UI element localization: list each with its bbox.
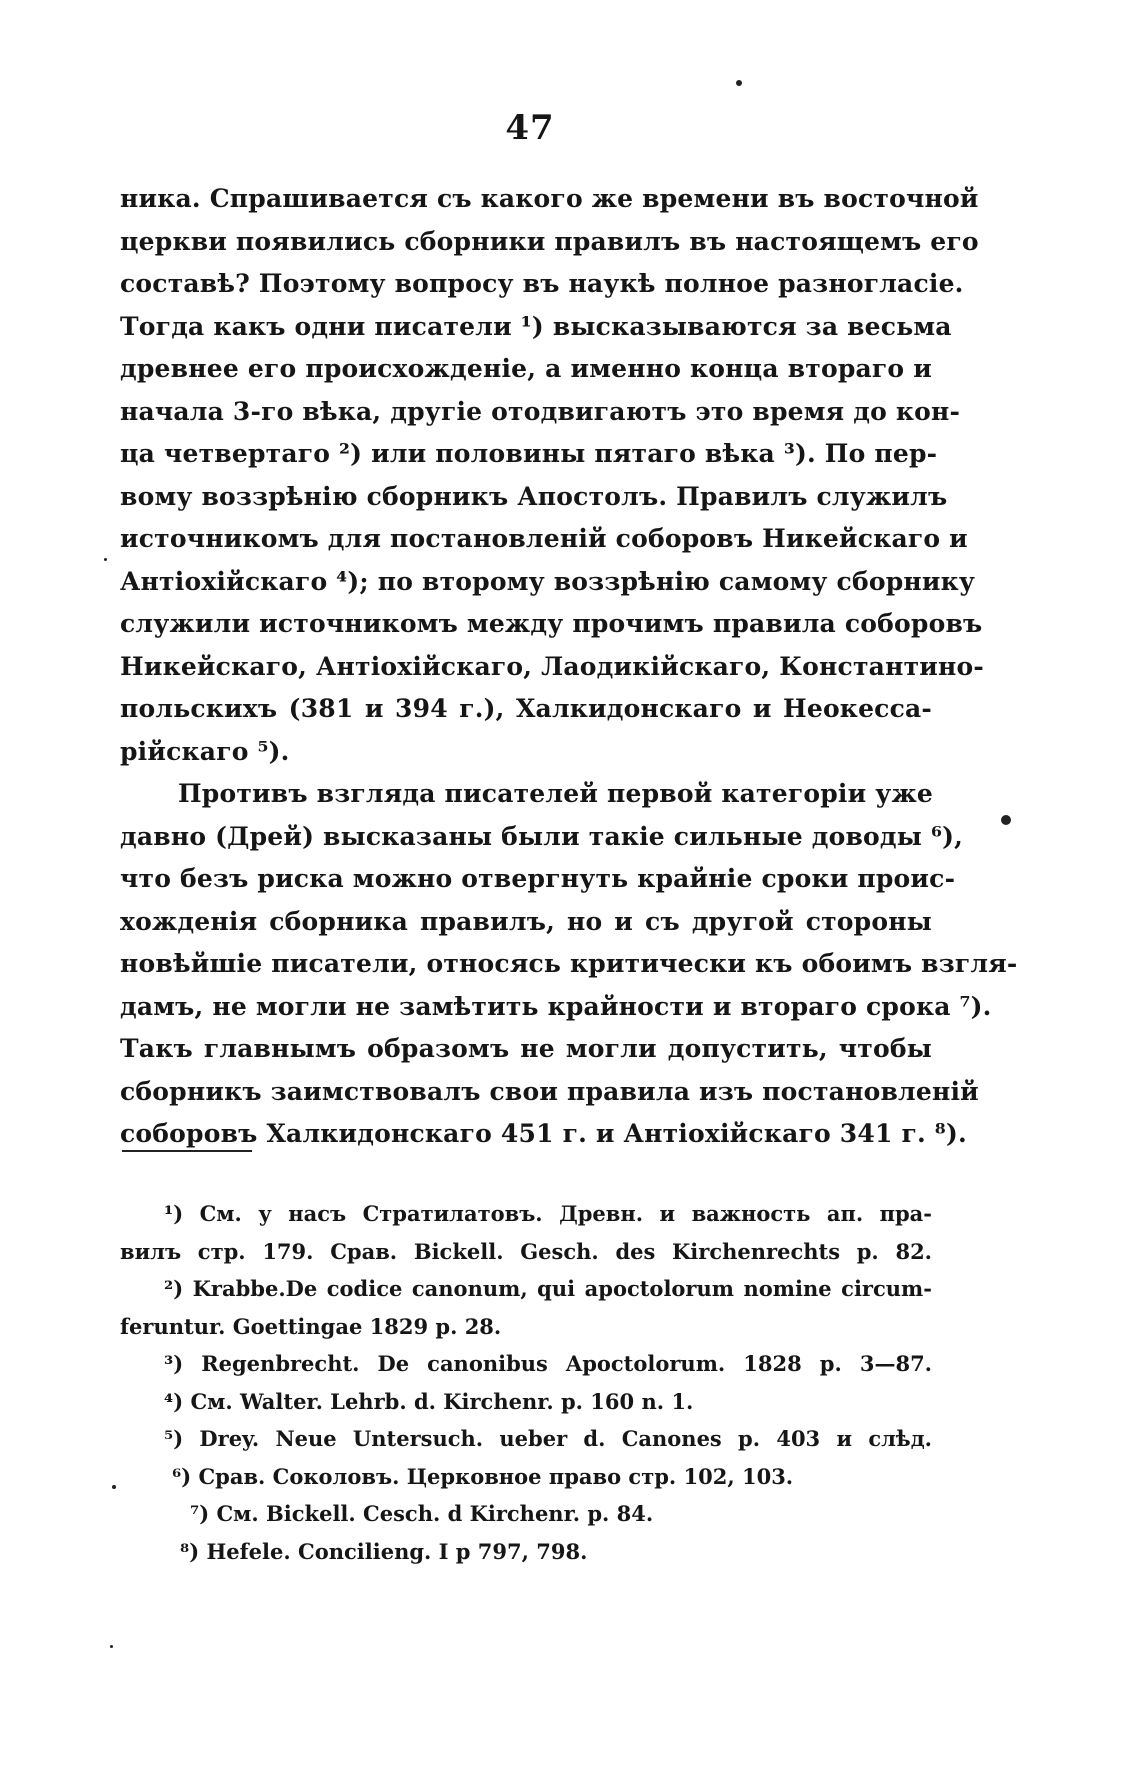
- footnote-line: ⁶) Срав. Соколовъ. Церковное право стр. 102, 103.: [172, 1463, 794, 1489]
- print-speck: [1001, 815, 1011, 825]
- text-line: Антіохійскаго ⁴); по второму воззрѣнію самому сборнику: [120, 566, 976, 596]
- text-line: что безъ риска можно отвергнуть крайніе сроки проис-: [120, 864, 956, 893]
- footnote-line: вилъ стр. 179. Срав. Bickell. Gesch. des Kirchenrechts p. 82.: [120, 1238, 932, 1264]
- text-line: служили источникомъ между прочимъ правила соборовъ: [120, 609, 983, 638]
- text-line: церкви появились сборники правилъ въ настоящемъ его: [120, 226, 979, 256]
- print-speck: [112, 1485, 116, 1489]
- print-speck: [110, 1645, 113, 1648]
- text-line: начала 3-го вѣка, другіе отодвигаютъ это время до кон-: [120, 396, 961, 426]
- print-speck: [736, 80, 742, 86]
- page-number: 47: [505, 108, 555, 148]
- text-line: дамъ, не могли не замѣтить крайности и втораго срока ⁷).: [120, 991, 992, 1021]
- text-line: рійскаго ⁵).: [120, 736, 290, 766]
- text-line: хожденія сборника правилъ, но и съ другой стороны: [120, 906, 932, 936]
- text-line: ца четвертаго ²) или половины пятаго вѣка ³). По пер-: [120, 439, 938, 468]
- text-line: вому воззрѣнію сборникъ Апостолъ. Правилъ служилъ: [120, 481, 948, 511]
- text-line: сборникъ заимствовалъ свои правила изъ постановленій: [120, 1076, 979, 1106]
- text-line: соборовъ Халкидонскаго 451 г. и Антіохійскаго 341 г. ⁸).: [120, 1119, 967, 1148]
- text-line: давно (Дрей) высказаны были такіе сильные доводы ⁶),: [120, 821, 964, 851]
- text-line: Никейскаго, Антіохійскаго, Лаодикійскаго, Константино-: [120, 651, 984, 681]
- footnote-line: feruntur. Goettingae 1829 p. 28.: [120, 1313, 502, 1339]
- footnote-separator: [122, 1150, 252, 1152]
- text-line: древнее его происхожденіе, а именно конца втораго и: [120, 354, 932, 383]
- print-speck: [104, 558, 107, 561]
- text-line: польскихъ (381 и 394 г.), Халкидонскаго и Неокесса-: [120, 694, 932, 723]
- paragraph-start-line: Противъ взгляда писателей первой категоріи уже: [178, 779, 933, 808]
- footnote-line: ⁷) См. Bickell. Cesch. d Kirchenr. p. 84.: [190, 1501, 654, 1526]
- text-line: новѣйшіе писатели, относясь критически къ обоимъ взгля-: [120, 949, 1018, 978]
- footnotes: [120, 1195, 932, 1570]
- footnote-line: ⁵) Drey. Neue Untersuch. ueber d. Canones p. 403 и слѣд.: [164, 1426, 932, 1451]
- text-line: составѣ? Поэтому вопросу въ наукѣ полное разногласіе.: [120, 269, 964, 298]
- footnote-line: ⁴) См. Walter. Lehrb. d. Kirchenr. p. 160 n. 1.: [164, 1388, 694, 1414]
- text-line: источникомъ для постановленій соборовъ Никейскаго и: [120, 524, 968, 553]
- footnote-line: ⁸) Hefele. Conciliеng. I p 797, 798.: [180, 1538, 588, 1564]
- footnote-line: ³) Regenbrecht. De canonibus Apoctolorum. 1828 p. 3—87.: [164, 1351, 932, 1376]
- text-line: Такъ главнымъ образомъ не могли допустить, чтобы: [120, 1034, 932, 1063]
- main-text: [120, 178, 1018, 1156]
- footnote-line: ²) Krabbe.De codice canonum, qui apoctolorum nomine circum-: [164, 1276, 932, 1301]
- text-line: Тогда какъ одни писатели ¹) высказываются за весьма: [120, 311, 952, 341]
- footnote-line: ¹) См. у насъ Стратилатовъ. Древн. и важность ап. пра-: [164, 1201, 932, 1226]
- text-line: ника. Спрашивается съ какого же времени въ восточной: [120, 184, 979, 213]
